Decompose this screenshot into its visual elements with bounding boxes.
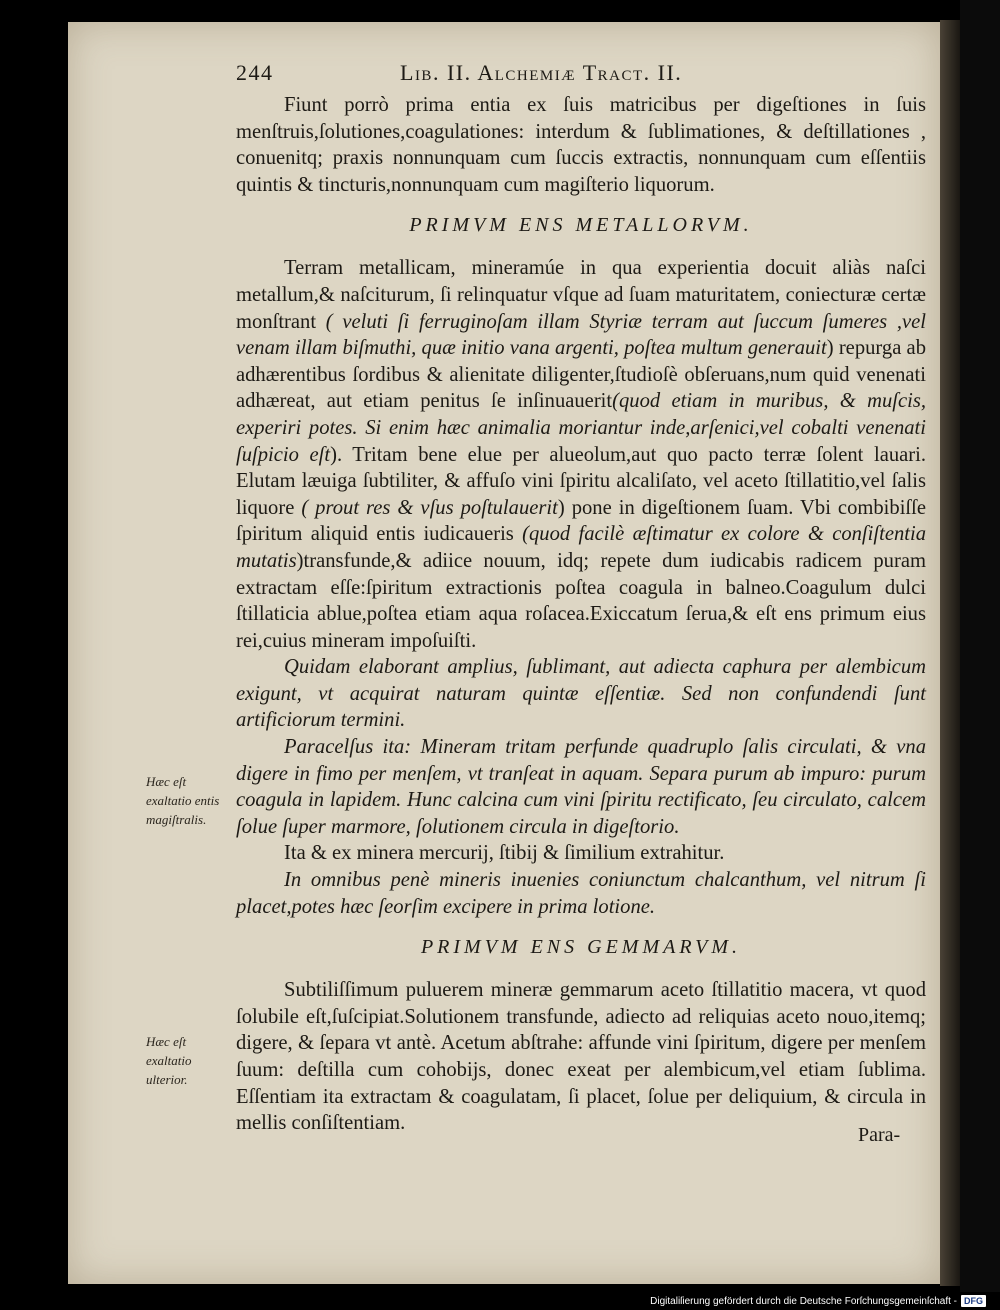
scan-background xyxy=(960,0,1000,1292)
section-title-metallorum: PRIMVM ENS METALLORVM. xyxy=(409,214,753,237)
running-title: Lib. II. Alchemiæ Tract. II. xyxy=(400,60,683,85)
text-run: )transfunde,& adiice nouum, idq; repete dum iudicabis radicem puram extractam eſſe:ſpiritum extractionis poſtea coagula in balneo.Coagulum dulci ſtillaticia ablue,poſtea etiam aqua roſacea.Exiccatum ſerua,& eſt ens primum eius rei,cuius mineram impoſuiſti. xyxy=(236,549,926,652)
italic-run: ( prout res & vſus poſtulauerit xyxy=(301,496,558,519)
marginal-note-1: Hæc eſt exaltatio entis magiſtralis. xyxy=(146,774,220,827)
metallorum-paragraph-1 xyxy=(236,255,926,654)
text-run: Terram metallicam, mineramúe in qua experientia docuit aliàs naſci metallum,& naſciturum, ſi relinquatur vſque ad ſuam maturitatem, coniecturæ certæ monſtrant xyxy=(236,257,926,333)
page-number: 244 xyxy=(236,60,274,85)
page-header xyxy=(236,60,926,92)
digitization-footer xyxy=(650,1294,986,1308)
text-run: ) pone in digeſtionem ſuam. Vbi combibiſſe ſpiritum aliquid entis iudicaueris xyxy=(236,496,927,546)
metallorum-paragraph-4: Ita & ex minera mercurij, ſtibij & ſimilium extrahitur. xyxy=(284,842,725,865)
italic-run: ( veluti ſi ferruginoſam illam Styriæ terram aut ſuccum ſumeres ,vel venam illam biſmuthi, quæ initio vana argenti, poſtea multum generauit xyxy=(236,310,926,360)
italic-run: (quod etiam in muribus, & muſcis, experiri potes. Si enim hæc animalia moriantur inde,arſenici,vel cobalti venenati ſuſpicio eſt xyxy=(236,390,926,466)
section-title-gemmarum: PRIMVM ENS GEMMARVM. xyxy=(420,936,742,959)
metallorum-paragraph-5: In omnibus penè mineris inuenies coniunctum chalcanthum, vel nitrum ſi placet,potes hæc ſeorſim excipere in prima lotione. xyxy=(236,869,926,918)
marginal-note-2: Hæc eſt exaltatio ulterior. xyxy=(146,1034,192,1087)
text-run: ). Tritam bene elue per alueolum,aut quo pacto terræ ſolent lauari. Elutam læuiga ſubtiliter, & affuſo vini ſpiritu alcaliſato, vel aceto ſtillatitio,vel ſalis liquore xyxy=(236,443,926,519)
metallorum-paragraph-2: Quidam elaborant amplius, ſublimant, aut adiecta caphura per alembicum exigunt, vt acquirat naturam quintæ eſſentiæ. Sed non confundendi ſunt artificiorum termini. xyxy=(236,656,926,732)
italic-run: (quod facilè æſtimatur ex colore & conſiſtentia mutatis xyxy=(236,523,926,572)
intro-paragraph: Fiunt porrò prima entia ex ſuis matricibus per digeſtiones in ſuis menſtruis,ſolutiones,coagulationes: interdum & ſublimationes, & deſtillationes , conuenitq; praxis nonnunquam cum ſuccis extractis, nonnunquam cum eſſentiis quintis & tincturis,nonnunquam cum magiſterio liquorum. xyxy=(236,94,926,196)
gemmarum-paragraph-1: Subtiliſſimum puluerem mineræ gemmarum aceto ſtillatitio macera, vt quod ſolubile eſt,ſuſcipiat.Solutionem transfunde, adiecto ad reliquias aceto nouo,itemq; digere, & ſepara vt antè. Acetum abſtrahe: affunde vini ſpiritum, digere per menſem ſuum: deſtilla cum cohobijs, donec exeat per alembicum,vel etiam ſublima. Eſſentiam ita extractam & coagulatam, ſi placet, ſolue per deliquium, & circula in mellis conſiſtentiam. xyxy=(236,979,926,1135)
footer-credit: Digitaliſierung gefördert durch die Deutsche Forſchungsgemeinſchaft - xyxy=(650,1295,957,1307)
catchword: Para- xyxy=(858,1124,901,1146)
page-binding-edge xyxy=(940,20,960,1286)
dfg-logo: DFG xyxy=(961,1295,986,1307)
paracelsus-paragraph: Paracelſus ita: Mineram tritam perfunde quadruplo ſalis circulati, & vna digere in fimo per menſem, vt tranſeat in aquam. Separa purum ab impuro: purum coagula in lapidem. Hunc calcina cum vini ſpiritu rectificato, ſeu circulato, calcem ſolue ſuper marmore, ſolutionem circula in digeſtorio. xyxy=(236,736,926,838)
page-text xyxy=(236,60,926,1137)
text-run: ) repurga ab adhærentibus ſordibus & alienitate diligenter,ſtudioſè obſeruans,num quid venenati adhæreat, aut etiam penitus ſe inſinuauerit xyxy=(236,337,926,413)
